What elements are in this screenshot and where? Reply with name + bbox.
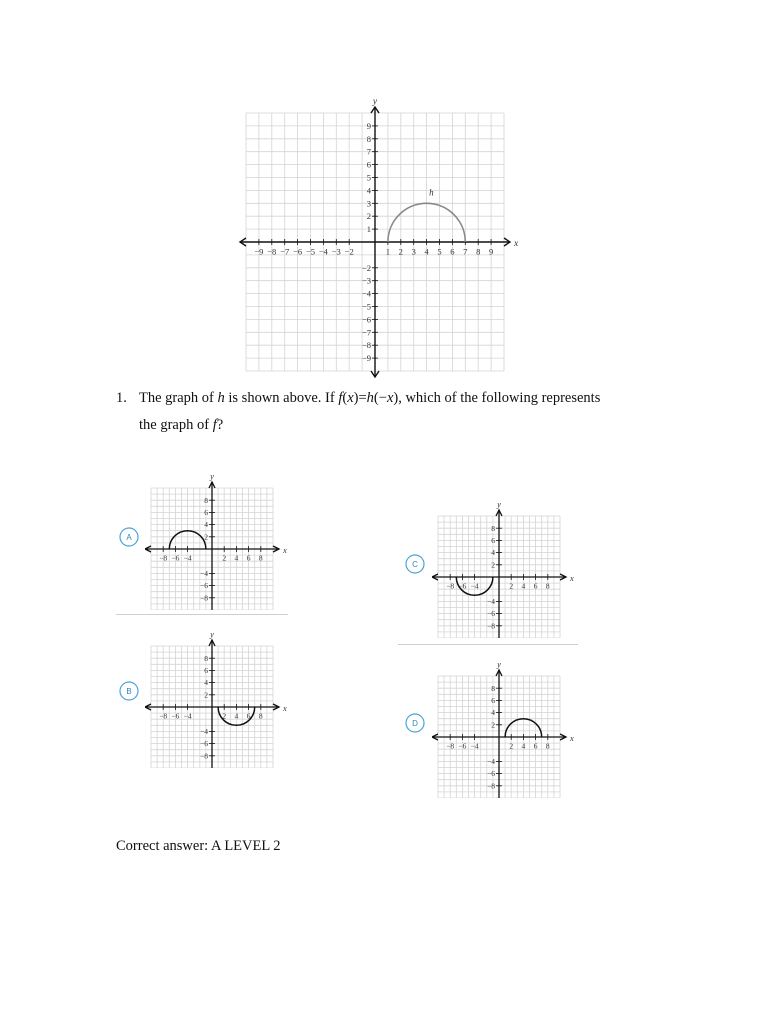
- x-tick-label: −6: [293, 246, 303, 257]
- x-tick-label: 4: [234, 711, 239, 721]
- x-tick-label: 2: [509, 581, 514, 591]
- y-tick-label: 4: [491, 548, 495, 558]
- option-b-letter: B: [126, 687, 132, 696]
- option-d-graph[interactable]: [432, 658, 582, 798]
- y-axis-label: y: [497, 659, 501, 669]
- option-b-graph[interactable]: [145, 628, 295, 768]
- y-tick-label: −8: [487, 621, 495, 631]
- math-variable: x: [347, 390, 354, 406]
- y-tick-label: 6: [366, 159, 371, 170]
- question-text-segment: (−: [373, 390, 387, 406]
- x-tick-label: −6: [171, 711, 180, 721]
- y-tick-label: −3: [361, 275, 371, 286]
- separator-right: [398, 644, 578, 645]
- y-axis-label: y: [497, 499, 501, 509]
- y-tick-label: −9: [361, 353, 371, 364]
- y-tick-label: 5: [366, 172, 371, 183]
- x-tick-label: 9: [488, 246, 494, 257]
- x-tick-label: −8: [159, 711, 168, 721]
- x-tick-label: 4: [521, 581, 526, 591]
- question-text-segment: (: [342, 390, 348, 406]
- x-tick-label: −6: [171, 553, 180, 563]
- y-tick-label: 6: [204, 508, 208, 518]
- math-variable: f: [212, 417, 217, 433]
- y-tick-label: −4: [361, 288, 371, 299]
- x-tick-label: 6: [533, 581, 538, 591]
- question-text-segment: The graph of: [139, 390, 218, 406]
- y-tick-label: −8: [487, 781, 495, 791]
- x-tick-label: 2: [398, 246, 403, 257]
- y-tick-label: 6: [204, 666, 208, 676]
- math-variable: x: [386, 390, 394, 406]
- y-tick-label: 8: [204, 495, 208, 505]
- y-tick-label: 2: [204, 690, 208, 700]
- y-tick-label: −8: [361, 340, 371, 351]
- y-tick-label: 8: [204, 653, 208, 663]
- y-tick-label: −7: [361, 327, 371, 338]
- question-text-segment: the graph of: [139, 417, 213, 433]
- x-tick-label: −6: [458, 741, 467, 751]
- y-tick-label: 6: [491, 536, 495, 546]
- x-tick-label: −9: [254, 246, 264, 257]
- option-a-graph[interactable]: [145, 470, 295, 610]
- x-tick-label: 8: [258, 553, 263, 563]
- x-axis-label: x: [283, 703, 287, 713]
- x-tick-label: −8: [446, 741, 455, 751]
- option-c-graph[interactable]: [432, 498, 582, 638]
- x-tick-label: −8: [159, 553, 168, 563]
- x-tick-label: −7: [280, 246, 290, 257]
- x-tick-label: −2: [344, 246, 354, 257]
- question-text-line2: [139, 411, 223, 439]
- x-tick-label: 8: [258, 711, 263, 721]
- option-a-letter: A: [126, 533, 132, 542]
- y-tick-label: −2: [361, 262, 371, 273]
- y-axis-label: y: [210, 629, 214, 639]
- math-variable: h: [366, 390, 374, 406]
- question-text-segment: ?: [216, 417, 224, 433]
- y-tick-label: −6: [487, 769, 495, 779]
- math-variable: f: [338, 390, 343, 406]
- x-tick-label: 1: [385, 246, 391, 257]
- x-tick-label: −6: [458, 581, 467, 591]
- x-tick-label: 4: [521, 741, 526, 751]
- x-tick-label: −4: [183, 553, 192, 563]
- math-variable: h: [217, 390, 225, 406]
- y-axis-label: y: [372, 97, 378, 107]
- option-c-letter: C: [412, 560, 418, 569]
- x-tick-label: 8: [545, 741, 550, 751]
- y-tick-label: −6: [200, 581, 208, 591]
- question-number: 1.: [116, 390, 127, 406]
- x-axis-label: x: [570, 733, 574, 743]
- x-tick-label: 3: [411, 246, 416, 257]
- x-tick-label: 6: [533, 741, 538, 751]
- x-tick-label: −4: [183, 711, 192, 721]
- y-tick-label: 3: [366, 198, 371, 209]
- x-tick-label: 4: [234, 553, 239, 563]
- x-tick-label: −8: [267, 246, 277, 257]
- x-tick-label: −4: [318, 246, 328, 257]
- y-tick-label: −6: [487, 609, 495, 619]
- x-tick-label: 8: [476, 246, 481, 257]
- y-tick-label: 9: [366, 120, 371, 131]
- x-tick-label: 6: [246, 711, 251, 721]
- y-tick-label: −8: [200, 751, 208, 761]
- x-tick-label: −5: [305, 246, 316, 257]
- y-tick-label: −5: [361, 301, 371, 312]
- y-tick-label: 1: [366, 224, 371, 235]
- x-tick-label: −4: [470, 741, 479, 751]
- x-axis-label: x: [514, 239, 519, 249]
- question-text-line1: [139, 384, 600, 412]
- x-tick-label: 7: [463, 246, 468, 257]
- x-tick-label: 5: [437, 246, 442, 257]
- y-tick-label: −6: [200, 739, 208, 749]
- question-text-segment: is shown above. If: [224, 390, 339, 406]
- x-tick-label: −3: [331, 246, 341, 257]
- y-tick-label: 7: [366, 146, 371, 157]
- option-c-badge[interactable]: [404, 553, 426, 575]
- y-tick-label: −6: [361, 314, 371, 325]
- option-b-badge[interactable]: [118, 680, 140, 702]
- question-text-segment: )=: [353, 390, 367, 406]
- y-tick-label: 2: [491, 720, 495, 730]
- y-tick-label: 8: [491, 523, 495, 533]
- y-tick-label: 8: [366, 133, 371, 144]
- separator-left: [116, 614, 288, 615]
- x-axis-label: x: [570, 573, 574, 583]
- y-tick-label: −4: [200, 727, 208, 737]
- option-d-letter: D: [412, 719, 418, 728]
- x-axis-label: x: [283, 545, 287, 555]
- option-d-badge[interactable]: [404, 712, 426, 734]
- x-tick-label: 4: [424, 246, 429, 257]
- y-tick-label: −4: [487, 757, 495, 767]
- y-tick-label: −4: [487, 597, 495, 607]
- x-tick-label: 6: [246, 553, 251, 563]
- y-tick-label: 2: [204, 532, 208, 542]
- y-tick-label: 4: [366, 185, 371, 196]
- y-tick-label: 2: [491, 560, 495, 570]
- y-axis-label: y: [210, 471, 214, 481]
- y-tick-label: 4: [204, 678, 208, 688]
- x-tick-label: −4: [470, 581, 479, 591]
- x-tick-label: 2: [222, 553, 227, 563]
- y-tick-label: 2: [366, 211, 371, 222]
- y-tick-label: 6: [491, 696, 495, 706]
- curve-h-label: h: [429, 187, 434, 198]
- y-tick-label: 4: [204, 520, 208, 530]
- x-tick-label: 2: [509, 741, 514, 751]
- x-tick-label: 6: [450, 246, 455, 257]
- main-graph: [238, 95, 534, 380]
- x-tick-label: −8: [446, 581, 455, 591]
- question-text-segment: ), which of the following represents: [393, 390, 601, 406]
- x-tick-label: 2: [222, 711, 227, 721]
- answer-text: Correct answer: A LEVEL 2: [116, 838, 281, 854]
- option-a-badge[interactable]: [118, 526, 140, 548]
- y-tick-label: −4: [200, 569, 208, 579]
- x-tick-label: 8: [545, 581, 550, 591]
- y-tick-label: 8: [491, 683, 495, 693]
- y-tick-label: 4: [491, 708, 495, 718]
- y-tick-label: −8: [200, 593, 208, 603]
